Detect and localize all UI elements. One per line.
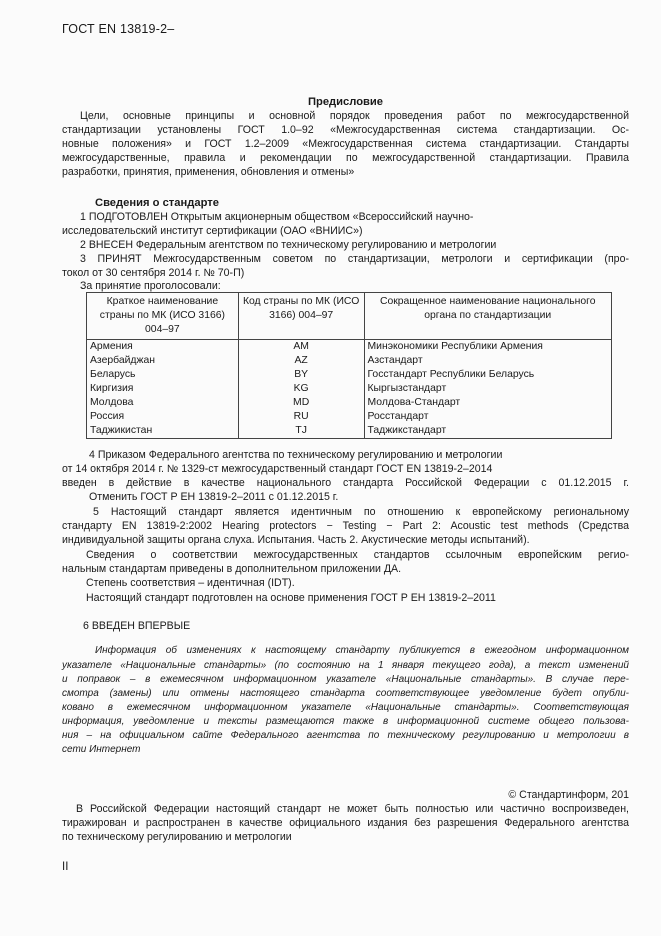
code-cell: MD — [238, 396, 364, 410]
notice-line: информация, уведомление и тексты размещаются также в информационной системе общего пользова- — [62, 716, 629, 727]
country-cell: Армения — [87, 340, 239, 355]
country-cell: Россия — [87, 410, 239, 424]
notice-line: ковано в ежемесячном информационном указателе «Национальные стандарты». Соответствующая — [62, 702, 629, 713]
code-cell: AZ — [238, 354, 364, 368]
item5-line: 5 Настоящий стандарт является идентичным по отношению к европейскому региональному — [93, 506, 629, 518]
item4-line: 4 Приказом Федерального агентства по техническому регулированию и метрологии — [89, 449, 503, 461]
info-line: 2 ВНЕСЕН Федеральным агентством по техническому регулированию и метрологии — [80, 239, 497, 251]
item4-line: Отменить ГОСТ Р ЕН 13819-2–2011 с 01.12.2015 г. — [89, 491, 339, 503]
item6: 6 ВВЕДЕН ВПЕРВЫЕ — [83, 620, 191, 632]
table-row — [87, 340, 612, 355]
voting-table — [86, 292, 612, 439]
table-row — [87, 354, 612, 368]
item5-line: нальным стандартам приведены в дополнительном приложении ДА. — [62, 563, 402, 575]
code-cell: RU — [238, 410, 364, 424]
notice-line: указателе «Национальные стандарты» (по состоянию на 1 января текущего года), а текст изменений — [62, 660, 629, 671]
item5-line: индивидуальной защиты органа слуха. Испытания. Часть 2. Акустические методы испытаний). — [62, 534, 530, 546]
copyright: © Стандартинформ, 201 — [508, 789, 629, 801]
item5-line: стандарту EN 13819-2:2002 Hearing protectors − Testing − Part 2: Acoustic test methods (Средства — [62, 520, 629, 532]
notice-line: ния – на официальном сайте Федерального агентства по техническому регулированию и метрологии в — [62, 730, 629, 741]
table-header-code: Код страны по МК (ИСО 3166) 004–97 — [238, 293, 364, 340]
body-cell: Росстандарт — [364, 410, 612, 424]
table-row — [87, 410, 612, 424]
item5-line: Сведения о соответствии межгосударственных стандартов ссылочным европейским регио- — [86, 549, 629, 561]
code-cell: KG — [238, 382, 364, 396]
item5-line: Степень соответствия – идентичная (IDT). — [86, 577, 295, 589]
code-cell: AM — [238, 340, 364, 355]
country-cell: Беларусь — [87, 368, 239, 382]
body-cell: Госстандарт Республики Беларусь — [364, 368, 612, 382]
info-title: Сведения о стандарте — [95, 197, 219, 209]
info-line: 3 ПРИНЯТ Межгосударственным советом по стандартизации, метрологи и сертификации (про- — [80, 253, 629, 265]
table-row — [87, 368, 612, 382]
foreword-line: межгосударственные, правила и рекомендации по межгосударственной стандартизации. Правила — [62, 152, 629, 164]
foreword-line: стандартизации установлены ГОСТ 1.0–92 «Межгосударственная система стандартизации. Ос- — [62, 124, 629, 136]
body-cell: Минэкономики Республики Армения — [364, 340, 612, 355]
table-header-row — [87, 293, 612, 340]
foreword-line: Цели, основные принципы и основной порядок проведения работ по межгосударственной — [80, 110, 629, 122]
foreword-title: Предисловие — [307, 96, 384, 108]
country-cell: Таджикистан — [87, 424, 239, 439]
legal-line: В Российской Федерации настоящий стандарт не может быть полностью или частично воспроизведен, — [76, 803, 629, 815]
item5-line: Настоящий стандарт подготовлен на основе применения ГОСТ Р ЕН 13819-2–2011 — [86, 592, 496, 604]
legal-line: тиражирован и распространен в качестве официального издания без разрешения Федерального агентства — [62, 817, 629, 829]
info-line: За принятие проголосовали: — [80, 280, 221, 292]
table-row — [87, 396, 612, 410]
table-header-body: Сокращенное наименование национального органа по стандартизации — [364, 293, 612, 340]
notice-line: смотра (замены) или отмены настоящего стандарта соответствующее уведомление будет опубли- — [62, 688, 629, 699]
notice-line: и поправок – в ежемесячном информационном указателе «Национальные стандарты». В случае пере- — [62, 674, 629, 685]
foreword-line: новные положения» и ГОСТ 1.2–2009 «Межгосударственная система стандартизации. Стандарты — [62, 138, 629, 150]
info-line: 1 ПОДГОТОВЛЕН Открытым акционерным обществом «Всероссийский научно- — [80, 211, 474, 223]
code-cell: TJ — [238, 424, 364, 439]
body-cell: Азстандарт — [364, 354, 612, 368]
table-header-country: Краткое наименование страны по МК (ИСО 3166) 004–97 — [87, 293, 239, 340]
page-number: II — [62, 861, 69, 873]
table-row — [87, 382, 612, 396]
info-line: исследовательский институт сертификации (ОАО «ВНИИС») — [62, 225, 363, 237]
table-row — [87, 424, 612, 439]
item4-line: введен в действие в качестве национального стандарта Российской Федерации с 01.12.2015 г. — [62, 477, 629, 489]
info-line: токол от 30 сентября 2014 г. № 70-П) — [62, 267, 245, 279]
body-cell: Молдова-Стандарт — [364, 396, 612, 410]
country-cell: Киргизия — [87, 382, 239, 396]
body-cell: Кыргызстандарт — [364, 382, 612, 396]
code-cell: BY — [238, 368, 364, 382]
notice-line: Информация об изменениях к настоящему стандарту публикуется в ежегодном информационном — [95, 645, 629, 656]
country-cell: Молдова — [87, 396, 239, 410]
body-cell: Таджикстандарт — [364, 424, 612, 439]
item4-line: от 14 октября 2014 г. № 1329-ст межгосударственный стандарт ГОСТ EN 13819-2–2014 — [62, 463, 493, 475]
country-cell: Азербайджан — [87, 354, 239, 368]
legal-line: по техническому регулированию и метрологии — [62, 831, 292, 843]
notice-line: сети Интернет — [62, 744, 141, 755]
document-header: ГОСТ EN 13819-2– — [62, 22, 175, 36]
foreword-line: разработки, принятия, применения, обновления и отмены» — [62, 166, 355, 178]
